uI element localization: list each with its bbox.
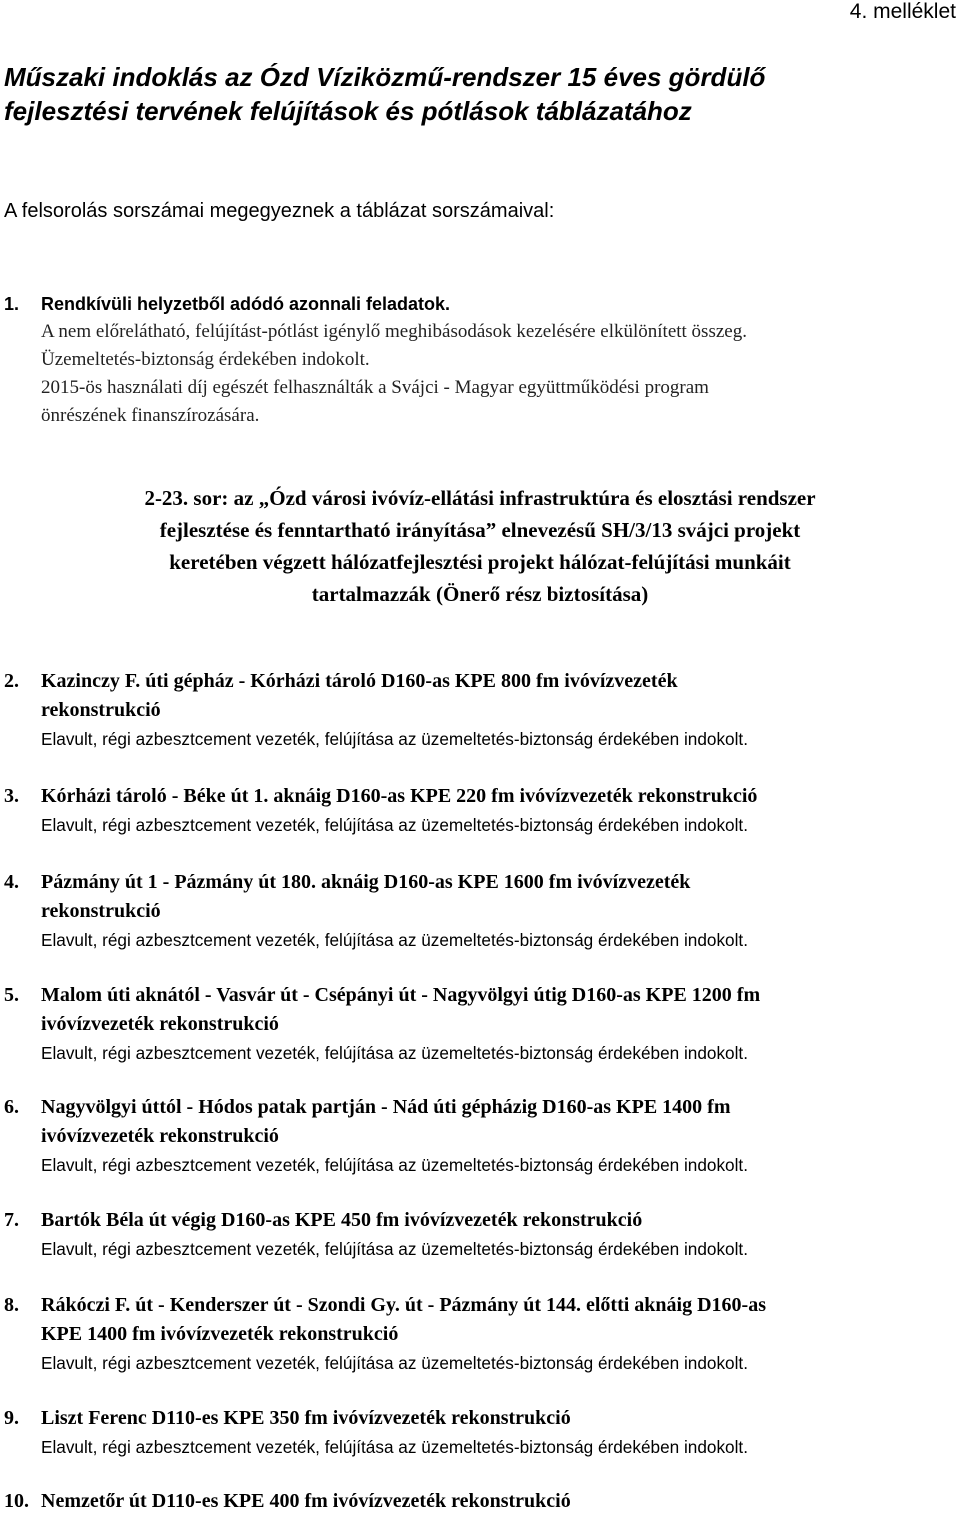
item-title <box>4 868 956 926</box>
document-title-line: fejlesztési tervének felújítások és pótlások táblázatához <box>4 96 692 126</box>
item-description: Elavult, régi azbesztcement vezeték, felújítása az üzemeltetés-biztonság érdekében indokolt. <box>41 729 748 749</box>
item-title-text: Bartók Béla út végig D160-as KPE 450 fm ivóvízvezeték rekonstrukció <box>41 1209 643 1231</box>
section-1-line: 2015-ös használati díj egészét felhasználták a Svájci - Magyar együttműködési program <box>41 377 709 398</box>
item-number: 8. <box>4 1294 19 1316</box>
list-item <box>4 1404 956 1462</box>
item-title-text: Malom úti aknától - Vasvár út - Csépányi út - Nagyvölgyi útig D160-as KPE 1200 fm <box>41 984 761 1006</box>
item-description: Elavult, régi azbesztcement vezeték, felújítása az üzemeltetés-biztonság érdekében indokolt. <box>41 1043 748 1063</box>
item-title-continuation: rekonstrukció <box>41 699 161 721</box>
intro-text: A felsorolás sorszámai megegyeznek a táblázat sorszámaival: <box>4 200 555 222</box>
annex-label: 4. melléklet <box>849 0 956 23</box>
item-title-continuation: ivóvízvezeték rekonstrukció <box>41 1125 279 1147</box>
item-title-text: Kazinczy F. úti gépház - Kórházi tároló D160-as KPE 800 fm ivóvízvezeték <box>41 670 678 692</box>
item-number: 9. <box>4 1407 19 1429</box>
item-title-text: Nagyvölgyi úttól - Hódos patak partján - Nád úti gépházig D160-as KPE 1400 fm <box>41 1096 731 1118</box>
list-item <box>4 667 956 754</box>
item-description: Elavult, régi azbesztcement vezeték, felújítása az üzemeltetés-biztonság érdekében indokolt. <box>41 815 748 835</box>
item-title-text: Liszt Ferenc D110-es KPE 350 fm ivóvízvezeték rekonstrukció <box>41 1407 571 1429</box>
item-title <box>4 981 956 1039</box>
item-number: 10. <box>4 1490 29 1512</box>
item-title-continuation: ivóvízvezeték rekonstrukció <box>41 1013 279 1035</box>
item-number: 4. <box>4 871 19 893</box>
list-item <box>4 1093 956 1180</box>
section-1-line: önrészének finanszírozására. <box>41 405 260 426</box>
list-item <box>4 782 956 840</box>
item-title <box>4 1206 956 1235</box>
item-number: 5. <box>4 984 19 1006</box>
rows-note-line: 2-23. sor: az „Ózd városi ivóvíz-ellátási infrastruktúra és elosztási rendszer <box>144 486 816 510</box>
item-title-text: Kórházi tároló - Béke út 1. aknáig D160-as KPE 220 fm ivóvízvezeték rekonstrukció <box>41 785 758 807</box>
item-description: Elavult, régi azbesztcement vezeték, felújítása az üzemeltetés-biztonság érdekében indokolt. <box>41 930 748 950</box>
rows-note-line: tartalmazzák (Önerő rész biztosítása) <box>311 582 649 606</box>
list-item <box>4 981 956 1068</box>
item-number: 7. <box>4 1209 19 1231</box>
item-title-continuation: rekonstrukció <box>41 900 161 922</box>
item-title <box>4 782 956 811</box>
item-description: Elavult, régi azbesztcement vezeték, felújítása az üzemeltetés-biztonság érdekében indokolt. <box>41 1437 748 1457</box>
item-description: Elavult, régi azbesztcement vezeték, felújítása az üzemeltetés-biztonság érdekében indokolt. <box>41 1353 748 1373</box>
section-1 <box>4 290 954 430</box>
document-title-line: Műszaki indoklás az Ózd Víziközmű-rendszer 15 éves gördülő <box>4 62 766 92</box>
item-title <box>4 1093 956 1151</box>
item-description: Elavult, régi azbesztcement vezeték, felújítása az üzemeltetés-biztonság érdekében indokolt. <box>41 1155 748 1175</box>
rows-2-23-note <box>40 482 920 610</box>
item-description: Elavult, régi azbesztcement vezeték, felújítása az üzemeltetés-biztonság érdekében indokolt. <box>41 1239 748 1259</box>
item-title-text: Nemzetőr út D110-es KPE 400 fm ivóvízvezeték rekonstrukció <box>41 1490 571 1512</box>
section-1-line: Üzemeltetés-biztonság érdekében indokolt. <box>41 349 370 370</box>
item-title <box>4 1404 956 1433</box>
list-item <box>4 1206 956 1264</box>
item-title <box>4 1291 956 1349</box>
rows-note-line: keretében végzett hálózatfejlesztési projekt hálózat-felújítási munkáit <box>169 550 791 574</box>
item-title-continuation: KPE 1400 fm ivóvízvezeték rekonstrukció <box>41 1323 399 1345</box>
item-number: 3. <box>4 785 19 807</box>
section-1-line: A nem előrelátható, felújítást-pótlást igénylő meghibásodások kezelésére elkülönített összeg. <box>41 321 747 342</box>
item-title <box>4 667 956 725</box>
item-title-text: Rákóczi F. út - Kenderszer út - Szondi Gy. út - Pázmány út 144. előtti aknáig D160-as <box>41 1294 766 1316</box>
rows-note-line: fejlesztése és fenntartható irányítása” elnevezésű SH/3/13 svájci projekt <box>159 518 801 542</box>
item-title-text: Pázmány út 1 - Pázmány út 180. aknáig D160-as KPE 1600 fm ivóvízvezeték <box>41 871 691 893</box>
section-1-heading-text: Rendkívüli helyzetből adódó azonnali feladatok. <box>41 294 451 314</box>
list-item <box>4 1291 956 1378</box>
list-item <box>4 868 956 955</box>
item-number: 6. <box>4 1096 19 1118</box>
section-1-number: 1. <box>4 294 20 314</box>
item-number: 2. <box>4 670 19 692</box>
section-1-heading <box>4 290 954 318</box>
document-title <box>4 60 954 128</box>
